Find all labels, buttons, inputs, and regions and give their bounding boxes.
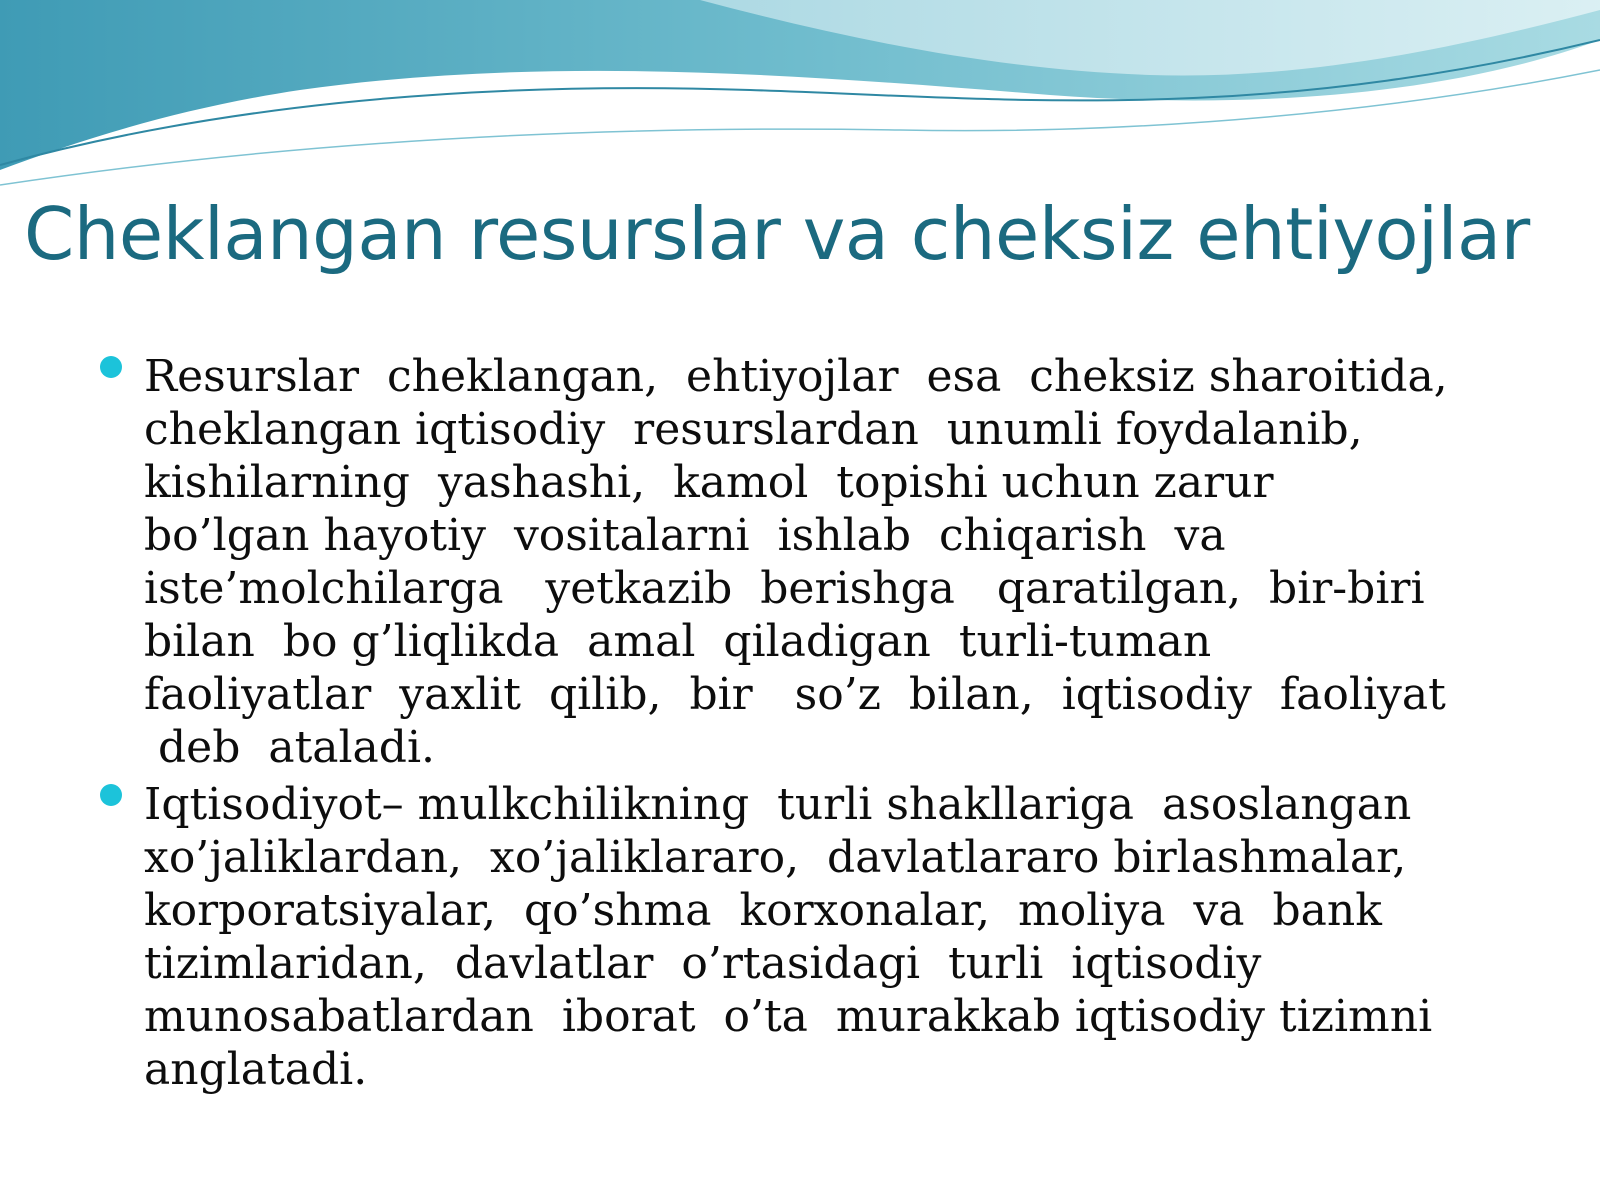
bullet-line: munosabatlardan iborat o’ta murakkab iqtisodiy tizimni: [144, 991, 1433, 1042]
bullet-item-2: [96, 778, 1496, 1096]
bullet-dot-icon: [100, 784, 122, 806]
bullet-line: korporatsiyalar, qo’shma korxonalar, moliya va bank: [144, 885, 1382, 936]
slide-title: Cheklangan resurslar va cheksiz ehtiyojlar: [24, 192, 1530, 276]
bullet-dot-icon: [100, 356, 122, 378]
bullet-line: faoliyatlar yaxlit qilib, bir so’z bilan, iqtisodiy faoliyat: [144, 669, 1446, 720]
bullet-line: iste’molchilarga yetkazib berishga qaratilgan, bir-biri: [144, 563, 1425, 614]
bullet-line: Resurslar cheklangan, ehtiyojlar esa cheksiz sharoitida,: [144, 351, 1448, 402]
bullet-line: Iqtisodiyot– mulkchilikning turli shakllariga asoslangan: [144, 779, 1412, 830]
bullet-line: bo’lgan hayotiy vositalarni ishlab chiqarish va: [144, 510, 1226, 561]
bullet-item-1: [96, 350, 1496, 774]
bullet-line: anglatadi.: [144, 1044, 368, 1095]
bullet-line: bilan bo g’liqlikda amal qiladigan turli-tuman: [144, 616, 1212, 667]
bullet-line: tizimlaridan, davlatlar o’rtasidagi turli iqtisodiy: [144, 938, 1262, 989]
bullet-line: kishilarning yashashi, kamol topishi uchun zarur: [144, 457, 1274, 508]
bullet-line: xo’jaliklardan, xo’jaliklararo, davlatlararo birlashmalar,: [144, 832, 1407, 883]
bullet-list: [96, 350, 1496, 1100]
decorative-wave-header: [0, 0, 1600, 200]
bullet-line: deb ataladi.: [144, 722, 436, 773]
bullet-line: cheklangan iqtisodiy resurslardan unumli foydalanib,: [144, 404, 1363, 455]
